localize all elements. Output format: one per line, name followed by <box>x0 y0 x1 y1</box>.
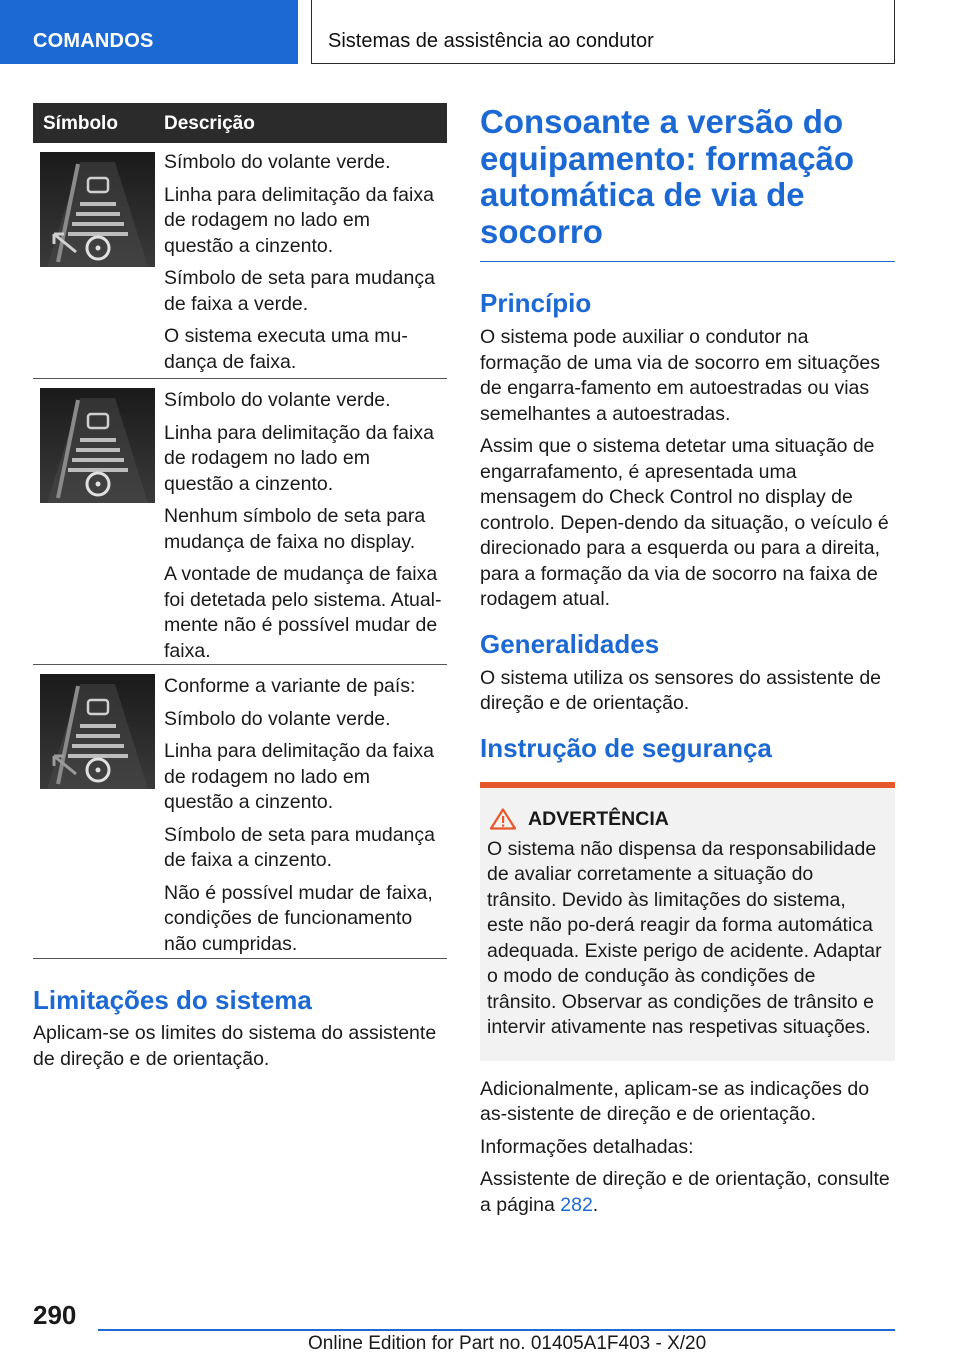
lane-change-arrow-left-grey-icon <box>40 674 155 789</box>
description-line: Símbolo de seta para mudança de faixa a verde. <box>164 267 436 315</box>
additional-paragraph: Adicionalmente, aplicam-se as indicações do as-sistente de direção e de orientação. <box>480 1077 870 1125</box>
row-description <box>164 674 447 957</box>
footer-edition-text: Online Edition for Part no. 01405A1F403 - X/20 <box>308 1333 707 1354</box>
table-row <box>33 665 447 959</box>
lane-assist-steering-wheel-icon <box>40 388 155 503</box>
description-line: Linha para delimitação da faixa de rodagem no lado em questão a cinzento. <box>164 740 434 813</box>
reference-paragraph <box>480 1167 895 1218</box>
table-header <box>33 103 447 143</box>
description-line: Símbolo do volante verde. <box>164 707 391 730</box>
description-line: Linha para delimitação da faixa de rodagem no lado em questão a cinzento. <box>164 421 434 495</box>
row-description <box>164 150 447 375</box>
section-title: Consoante a versão do equipamento: formação automática de via de socorro <box>480 104 895 262</box>
warning-text: O sistema não dispensa da responsabilidade de avaliar corretamente a situação do trânsito. Devido às limitações do sistema, este não po-derá reagir da forma automática adequada. Existe perigo de acidente. Adaptar o modo de condução às condições de trânsito. Observar as condições de trânsito e intervir ativamente nas respetivas situações. <box>487 837 882 1038</box>
warning-title-row <box>487 808 885 831</box>
description-line: Linha para delimitação da faixa de rodagem no lado em questão a cinzento. <box>164 183 434 257</box>
column-header-description: Descrição <box>164 113 255 134</box>
table-row <box>33 143 447 379</box>
footer-divider <box>98 1329 895 1331</box>
description-line: O sistema executa uma mu-dança de faixa. <box>164 325 408 373</box>
description-line: Símbolo de seta para mudança de faixa a cinzento. <box>164 823 436 871</box>
warning-triangle-icon <box>490 808 516 830</box>
general-heading: Generalidades <box>480 628 660 659</box>
limitations-text: Aplicam-se os limites do sistema do assistente de direção e de orientação. <box>33 1022 437 1070</box>
header-chapter-title: Sistemas de assistência ao condutor <box>311 0 895 64</box>
right-column <box>480 104 895 1225</box>
warning-box <box>480 782 895 1061</box>
description-line: Símbolo do volante verde. <box>164 151 391 173</box>
page-number: 290 <box>33 1300 77 1330</box>
description-line: Conforme a variante de país: <box>164 675 416 697</box>
principle-heading: Princípio <box>480 288 592 318</box>
column-header-symbol: Símbolo <box>43 113 118 134</box>
reference-end: . <box>592 1193 599 1216</box>
general-paragraph: O sistema utiliza os sensores do assistente de direção e de orientação. <box>480 666 882 714</box>
table-row <box>33 379 447 665</box>
description-line: Símbolo do volante verde. <box>164 389 391 411</box>
details-label: Informações detalhadas: <box>480 1135 694 1158</box>
reference-text: Assistente de direção e de orientação, consulte a página <box>480 1168 890 1216</box>
limitations-heading: Limitações do sistema <box>33 985 312 1015</box>
symbol-table <box>33 103 447 959</box>
lane-change-arrow-left-green-icon <box>40 152 155 267</box>
row-description <box>164 388 447 664</box>
header-section-tab[interactable]: COMANDOS <box>0 0 298 64</box>
principle-paragraph: O sistema pode auxiliar o condutor na formação de uma via de socorro em situações de engarra-famento em autoestradas ou vias semelhantes a autoestradas. <box>480 326 880 425</box>
safety-heading: Instrução de segurança <box>480 732 772 763</box>
principle-paragraph: Assim que o sistema detetar uma situação de engarrafamento, é apresentada uma mensagem do Check Control no display de controlo. Depen-dendo da situação, o veículo é direcionado para a esquerda ou para a direita, para a formação da via de socorro na faixa de rodagem atual. <box>480 435 889 610</box>
description-line: Não é possível mudar de faixa, condições de funcionamento não cumpridas. <box>164 881 433 955</box>
description-line: A vontade de mudança de faixa foi detetada pelo sistema. Atual-mente não é possível mudar de faixa. <box>164 563 442 662</box>
warning-title: ADVERTÊNCIA <box>528 807 669 830</box>
description-line: Nenhum símbolo de seta para mudança de faixa no display. <box>164 505 426 553</box>
page-reference-link[interactable]: 282 <box>560 1193 593 1216</box>
